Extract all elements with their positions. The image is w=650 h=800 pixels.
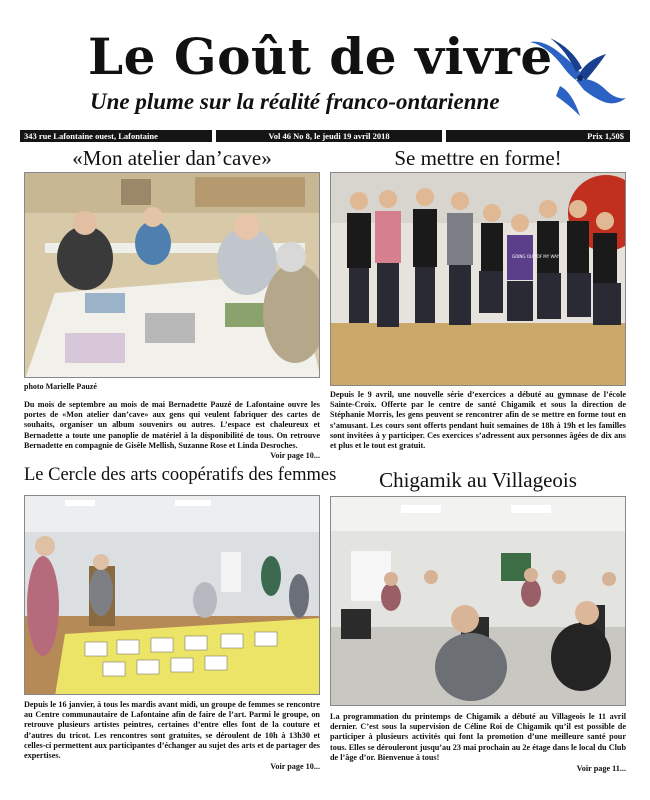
forme-body: Depuis le 9 avril, une nouvelle série d’exercices a débuté au gymnase de l’école Sainte-Croix. Offerte par le centre de santé Chigamik et sous la direction de Stéphanie Morris, les gens peuvent se rencontrer afin de se mettre en forme tout en s’amusant. Les cours sont offerts pendant huit semaines de 18h à 19h et les familles sont invitées à y participer. Ces exercices s’adressent aux personnes âgées de dix ans et plus et le tout est gratuit. — [330, 390, 626, 451]
atelier-body: Du mois de septembre au mois de mai Bernadette Pauzé de Lafontaine ouvre les portes de «Mon atelier dan’cave» aux gens qui veulent fabriquer des cartes de souhaits, organiser un album souvenirs ou autres. L’espace est chaleureux et Bernadette a toute une panoplie de matériel à la disponibilité de tous. On retrouve Bernadette en compagnie de Gisèle Mellish, Suzanne Rose et Linda Desroches. — [24, 400, 320, 450]
price-label: Prix 1,50$ — [446, 130, 630, 142]
atelier-headline: «Mon atelier dan’cave» — [72, 146, 272, 170]
shirt-text: GOING OUT OF MY WAY — [512, 254, 560, 259]
newspaper-title: Le Goût de vivre — [88, 27, 553, 86]
atelier-photo-credit: photo Marielle Pauzé — [24, 382, 97, 391]
address-label: 343 rue Lafontaine ouest, Lafontaine — [20, 130, 212, 142]
atelier-see-more-link[interactable]: Voir page 10... — [270, 451, 320, 460]
cercle-headline: Le Cercle des arts coopératifs des femmes — [24, 465, 337, 485]
cercle-photo-illustration — [25, 496, 320, 695]
cercle-see-more-link[interactable]: Voir page 10... — [270, 762, 320, 771]
cercle-body: Depuis le 16 janvier, à tous les mardis avant midi, un groupe de femmes se rencontre au Centre communautaire de Lafontaine afin de faire de l’art. Parmi le groupe, on retrouve plusieurs artistes peintres, certaines d’entre elles font de la couture et d’autres du tricot. Les rencontres sont gratuites, se déroulent de 10h à 13h30 et celles-ci permettent aux participantes d’échanger au sujet des arts et de partager des expertises. — [24, 700, 320, 761]
forme-headline: Se mettre en forme! — [394, 146, 562, 170]
newspaper-tagline: Une plume sur la réalité franco-ontarienne — [90, 89, 500, 114]
cercle-photo — [24, 495, 320, 695]
chigamik-headline: Chigamik au Villageois — [379, 468, 577, 492]
article-chigamik — [330, 0, 626, 800]
chigamik-photo-illustration — [331, 497, 626, 706]
chigamik-photo — [330, 496, 626, 706]
chigamik-see-more-link[interactable]: Voir page 11... — [576, 764, 626, 773]
issue-label: Vol 46 No 8, le jeudi 19 avril 2018 — [216, 130, 442, 142]
chigamik-body: La programmation du printemps de Chigamik a débuté au Villageois le 11 avril dernier. C’est sous la supervision de Céline Roi de Chigamik qu’il est possible de participer à plusieurs activités qui font la promotion d’une meilleure santé pour tous. Elles se dérouleront jusqu’au 23 mai prochain au 2e étage dans le local du Club de l’âge d’or. Bienvenue à tous! — [330, 712, 626, 762]
